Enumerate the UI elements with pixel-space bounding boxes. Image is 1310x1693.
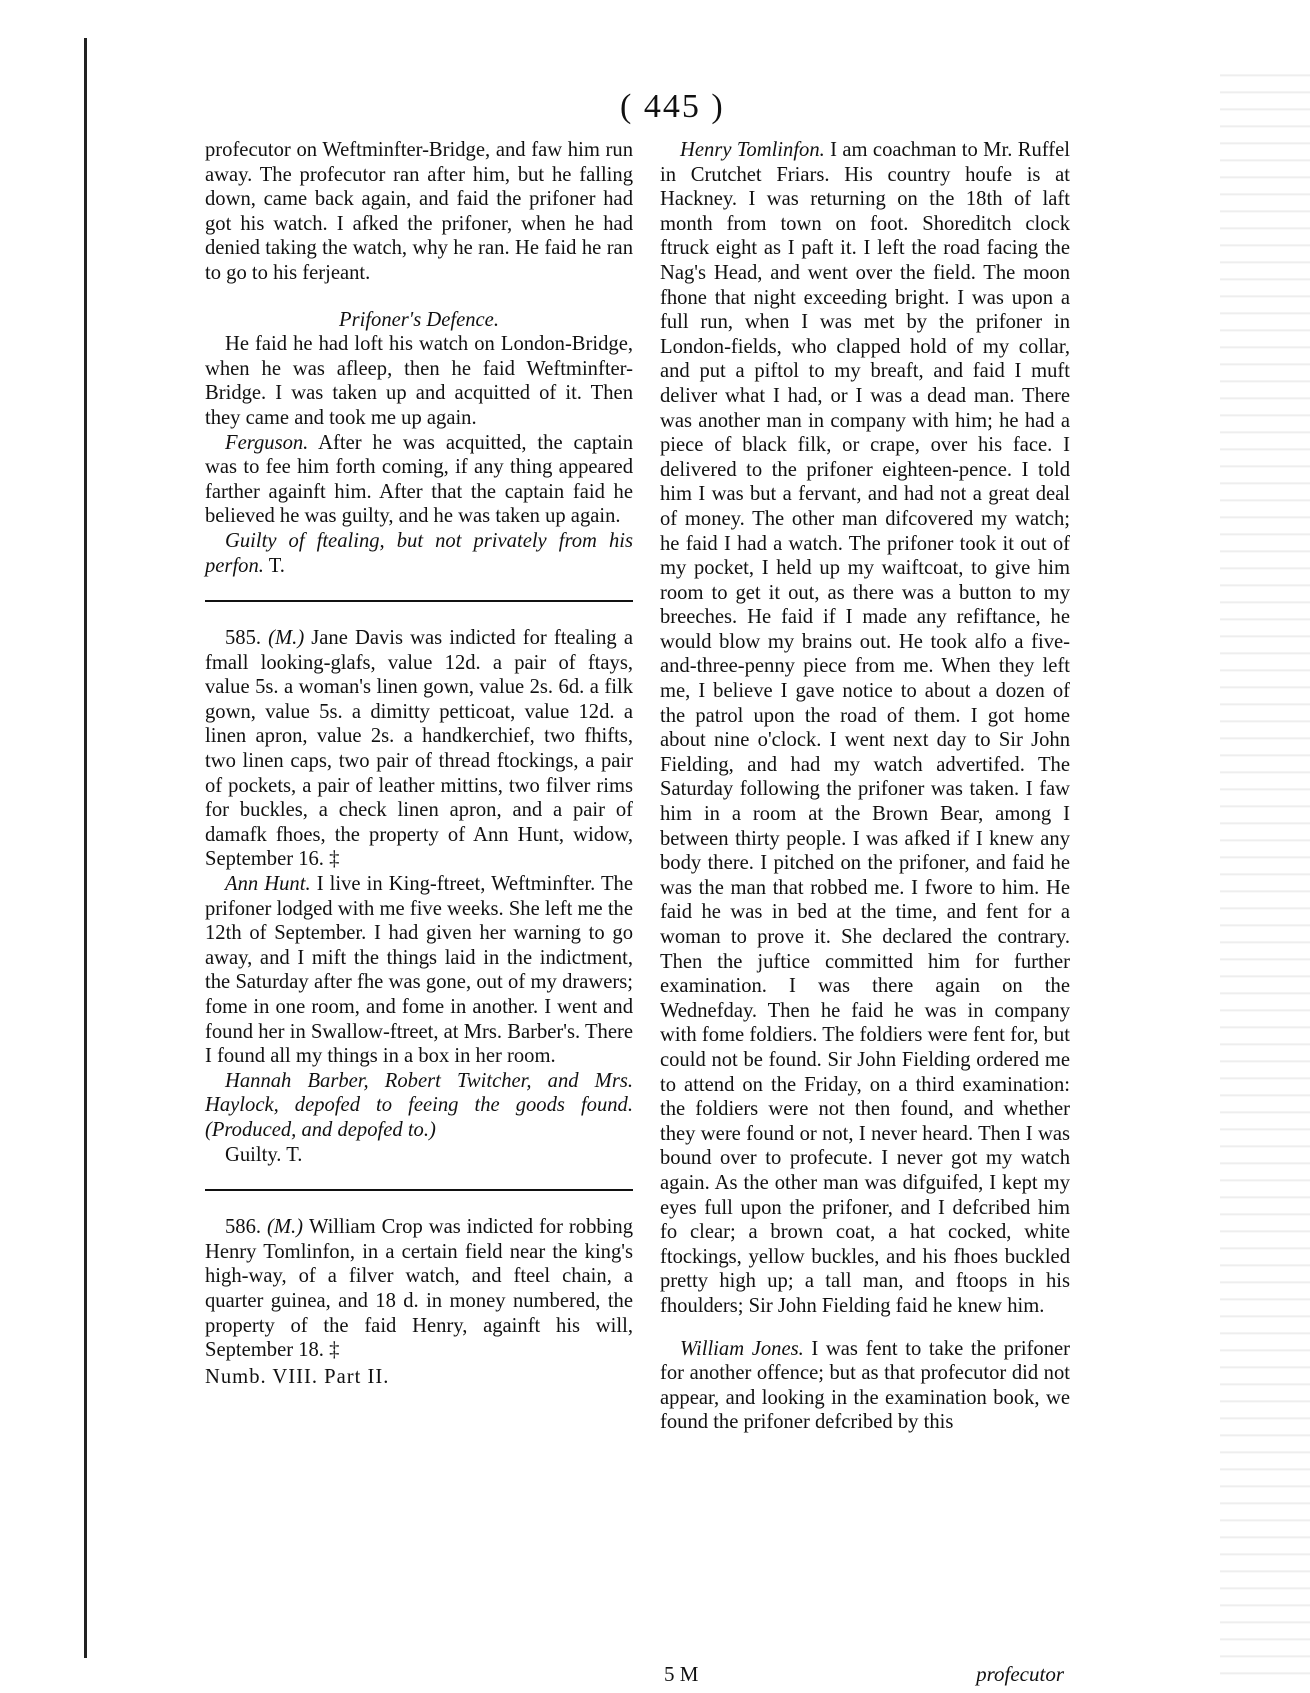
section-heading: Prifoner's Defence.	[339, 308, 499, 331]
paragraph: He faid he had loft his watch on London-Bridge, when he was afleep, then he faid Weftminfter-Bridge. I was taken up and acquitted of it. Then they came and took me up again.	[205, 333, 633, 429]
case-divider	[205, 600, 633, 602]
catchword: profecutor	[976, 1662, 1064, 1686]
case-divider	[205, 1189, 633, 1191]
right-column	[660, 138, 1070, 1435]
signature-mark: 5 M	[664, 1662, 699, 1686]
case-entry: 586. (M.) William Crop was indicted for robbing Henry Tomlinfon, in a certain field near the king's high-way, of a filver watch, and fteel chain, a quarter guinea, and 18 d. in money numbered, the property of the faid Henry, againft his will, September 18. ‡	[205, 1216, 633, 1362]
binding-edge	[84, 38, 87, 1658]
witness-name: William Jones.	[680, 1337, 804, 1360]
verdict: Guilty of ftealing, but not privately from his perfon. T.	[205, 529, 633, 577]
page-number: ( 445 )	[620, 88, 725, 125]
case-entry: 585. (M.) Jane Davis was indicted for ftealing a fmall looking-glafs, value 12d. a pair of ftays, value 5s. a woman's linen gown, value 2s. 6d. a filk gown, value 5s. a dimitty petticoat, value 12d. a linen apron, value 2s. a handkerchief, two fhifts, two linen caps, two pair of thread ftockings, a pair of pockets, a pair of leather mittins, two filver rims for buckles, a check linen apron, and a pair of damafk fhoes, the property of Ann Hunt, widow, September 16. ‡	[205, 627, 633, 871]
testimony-paragraph: Ferguson. After he was acquitted, the captain was to fee him forth coming, if any thing appeared farther againft him. After that the captain faid he believed he was guilty, and he was taken up again.	[205, 431, 633, 528]
paragraph: profecutor on Weftminfter-Bridge, and faw him run away. The profecutor ran after him, but he falling down, came back again, and faid the prifoner had got his watch. I afked the prifoner, when he had denied taking the watch, why he ran. He faid he ran to go to his ferjeant.	[205, 139, 633, 284]
testimony-paragraph: Henry Tomlinfon. I am coachman to Mr. Ruffel in Crutchet Friars. His country houfe is at Hackney. I was returning on the 18th of laft month from town on foot. Shoreditch clock ftruck eight as I paft it. I left the road facing the Nag's Head, and went over the field. The moon fhone that night exceeding bright. I was upon a full run, when I was met by the prifoner in London-fields, who clapped hold of my collar, and put a piftol to my breaft, and faid I muft deliver what I had, or I was a dead man. There was another man in company with him; he had a piece of black filk, or crape, over his face. I delivered to the prifoner eighteen-pence. I told him I was but a fervant, and had not a great deal of money. The other man difcovered my watch; he faid I had a watch. The prifoner took it out of my pocket, I held up my waiftcoat, to give him room to get it out, as there was a button to my breeches. He faid if I made any refiftance, he would blow my brains out. He took alfo a five-and-three-penny piece from me. When they left me, I believe I gave notice to about a dozen of the patrol upon the road of them. I got home about nine o'clock. I went next day to Sir John Fielding, and had my watch advertifed. The Saturday following the prifoner was taken. I faw him in a room at the Brown Bear, among I between thirty people. I was afked if I knew any body there. I pitched on the prifoner, and faid he was the man that robbed me. I fwore to him. He faid he was in bed at the time, and fent for a woman to prove it. She declared the contrary. Then the juftice committed him for further examination. I was there again on the Wednefday. Then he faid he was in company with fome foldiers. The foldiers were fent for, but could not be found. Sir John Fielding ordered me to attend on the Friday, on a third examination: the foldiers were not then found, and whether they were found or not, I never heard. Then I was bound over to profecute. I never got my watch again. As the other man was difguifed, I kept my eyes full upon the prifoner, and I defcribed him fo clear; a brown coat, a hat cocked, white ftockings, yellow buckles, and his fhoes buckled pretty high up; a tall man, and ftoops in his fhoulders; Sir John Fielding faid he knew him.	[660, 139, 1070, 1317]
left-column	[205, 138, 633, 1389]
defendant-name: Jane Davis	[311, 627, 404, 650]
page-edge-shadow	[1220, 60, 1310, 1680]
testimony-paragraph: Ann Hunt. I live in King-ftreet, Weftminfter. The prifoner lodged with me five weeks. She left me the 12th of September. I had given her warning to go away, and I mift the things laid in the indictment, the Saturday after fhe was gone, out of my drawers; fome in one room, and fome in another. I went and found her in Swallow-ftreet, at Mrs. Barber's. There I found all my things in a box in her room.	[205, 873, 633, 1068]
verdict: Guilty. T.	[225, 1143, 303, 1166]
witness-name: Henry Tomlinfon.	[680, 139, 825, 161]
witness-name: Ferguson.	[225, 431, 309, 454]
testimony-paragraph: William Jones. I was fent to take the prifoner for another offence; but as that profecutor did not appear, and looking in the examination book, we found the prifoner defcribed by this	[660, 1337, 1070, 1434]
witness-list: Hannah Barber, Robert Twitcher, and Mrs. Haylock, depofed to feeing the goods found. (Produced, and depofed to.)	[205, 1069, 633, 1141]
defendant-name: William Crop	[308, 1216, 423, 1239]
footer-signature: Numb. VIII. Part II.	[205, 1365, 390, 1388]
witness-name: Ann Hunt.	[225, 873, 311, 896]
